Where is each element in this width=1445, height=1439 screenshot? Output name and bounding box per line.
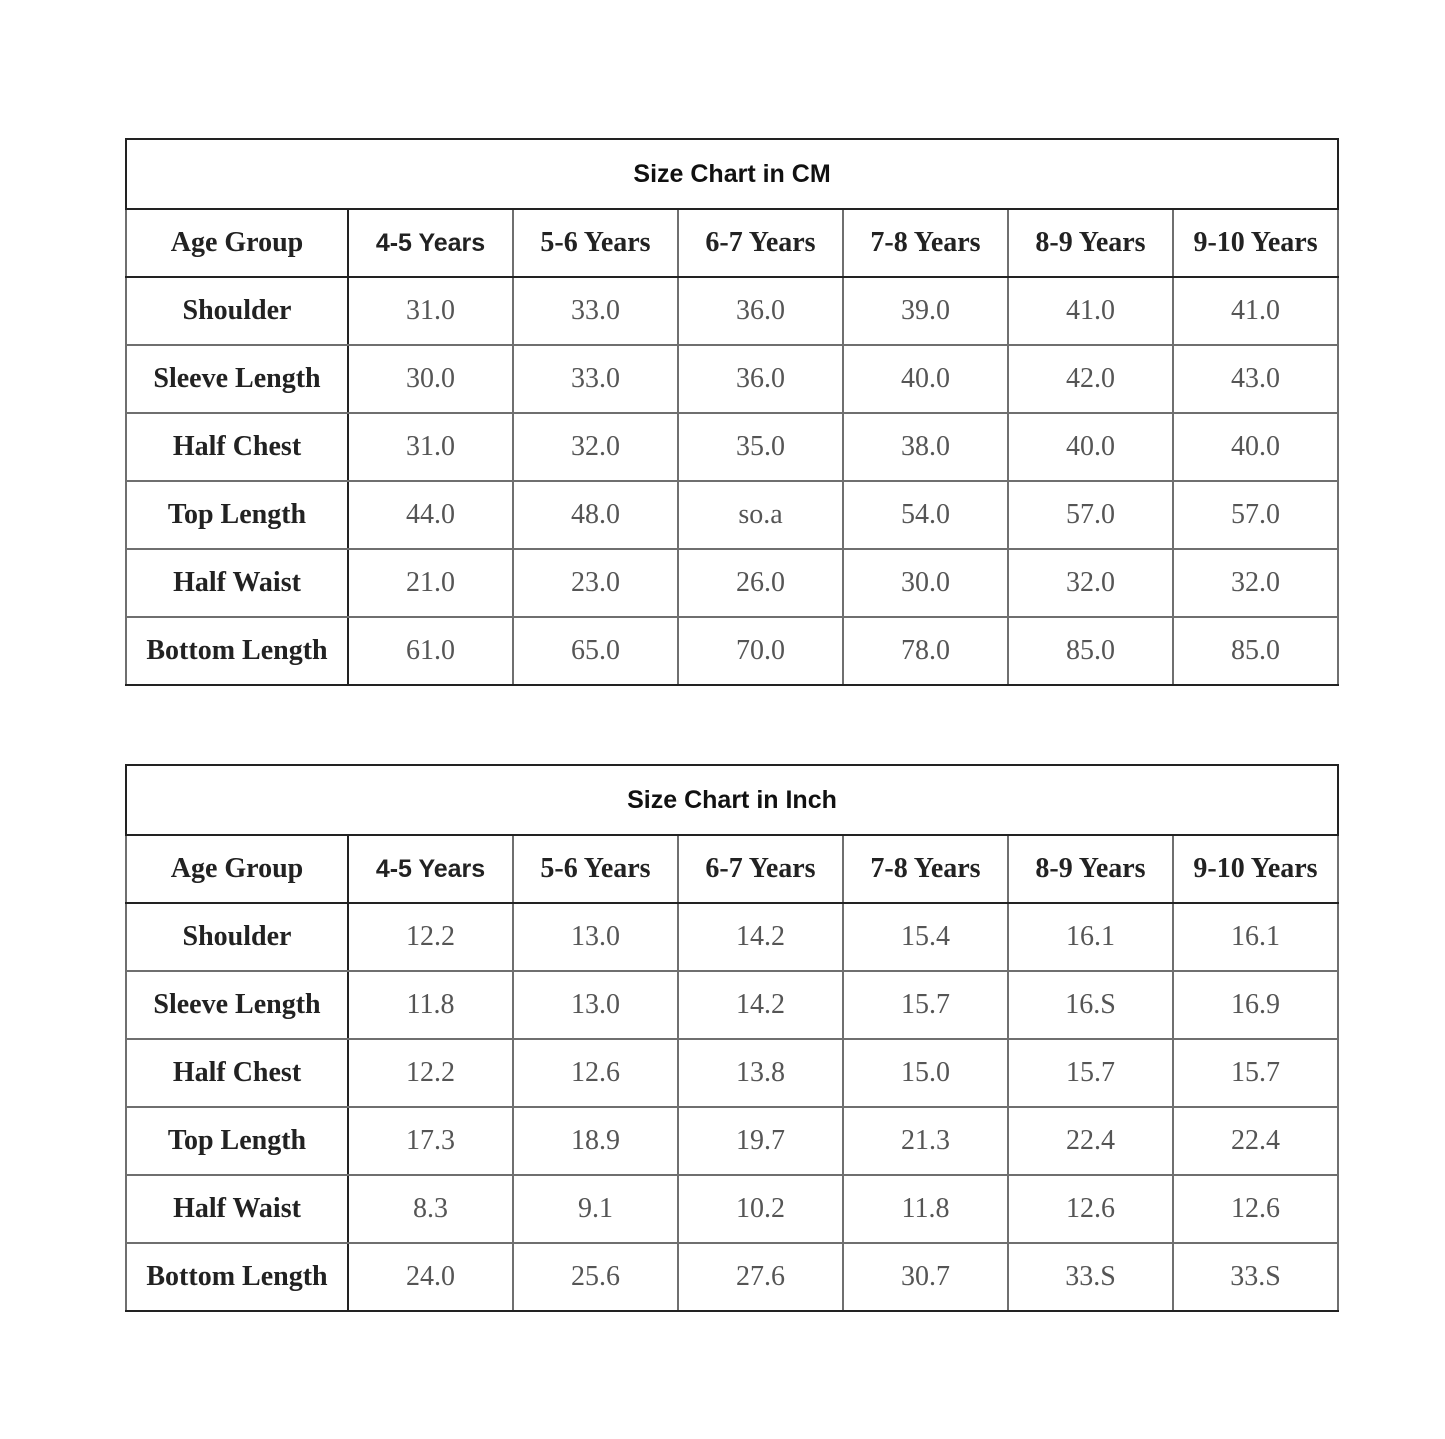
table-cell: 33.S (1173, 1243, 1338, 1311)
table-row (126, 1039, 1338, 1107)
table-cell: 25.6 (513, 1243, 678, 1311)
table-cell: 36.0 (678, 345, 843, 413)
table-cell: 23.0 (513, 549, 678, 617)
table-row (126, 1243, 1338, 1311)
table-cell: 31.0 (348, 277, 513, 345)
table-title: Size Chart in CM (126, 139, 1338, 209)
table-row (126, 971, 1338, 1039)
table-cell: 15.4 (843, 903, 1008, 971)
table-row (126, 345, 1338, 413)
table-cell: 26.0 (678, 549, 843, 617)
table-cell: 36.0 (678, 277, 843, 345)
table-cell: 40.0 (1008, 413, 1173, 481)
table-cell: 15.7 (1008, 1039, 1173, 1107)
age-column-header: 4-5 Years (348, 209, 513, 277)
table-cell: 70.0 (678, 617, 843, 685)
measurement-label: Top Length (126, 1107, 348, 1175)
table-cell: 21.0 (348, 549, 513, 617)
table-cell: 78.0 (843, 617, 1008, 685)
table-cell: 65.0 (513, 617, 678, 685)
age-column-header: 7-8 Years (843, 835, 1008, 903)
table-cell: 40.0 (843, 345, 1008, 413)
age-column-header: 5-6 Years (513, 835, 678, 903)
table-row (126, 617, 1338, 685)
size-chart-inch-table (125, 764, 1339, 1312)
age-group-header: Age Group (126, 209, 348, 277)
table-cell: 43.0 (1173, 345, 1338, 413)
table-cell: 33.0 (513, 277, 678, 345)
table-cell: 12.2 (348, 903, 513, 971)
header-row (126, 835, 1338, 903)
measurement-label: Half Chest (126, 1039, 348, 1107)
table-cell: 41.0 (1173, 277, 1338, 345)
table-cell: 57.0 (1173, 481, 1338, 549)
measurement-label: Sleeve Length (126, 971, 348, 1039)
age-column-header: 7-8 Years (843, 209, 1008, 277)
age-column-header: 8-9 Years (1008, 209, 1173, 277)
age-column-header: 8-9 Years (1008, 835, 1173, 903)
age-column-header: 5-6 Years (513, 209, 678, 277)
table-cell: 11.8 (843, 1175, 1008, 1243)
table-cell: 18.9 (513, 1107, 678, 1175)
table-cell: 30.7 (843, 1243, 1008, 1311)
measurement-label: Half Waist (126, 1175, 348, 1243)
measurement-label: Half Waist (126, 549, 348, 617)
table-cell: 30.0 (348, 345, 513, 413)
table-cell: 32.0 (1173, 549, 1338, 617)
table-cell: 85.0 (1173, 617, 1338, 685)
table-cell: 27.6 (678, 1243, 843, 1311)
measurement-label: Shoulder (126, 903, 348, 971)
table-cell: 15.7 (1173, 1039, 1338, 1107)
table-cell: 33.S (1008, 1243, 1173, 1311)
table-cell: 15.7 (843, 971, 1008, 1039)
header-row (126, 209, 1338, 277)
table-cell: 12.6 (1173, 1175, 1338, 1243)
table-cell: 48.0 (513, 481, 678, 549)
table-row (126, 549, 1338, 617)
table-cell: 19.7 (678, 1107, 843, 1175)
table-cell: 41.0 (1008, 277, 1173, 345)
age-column-header: 4-5 Years (348, 835, 513, 903)
table-title: Size Chart in Inch (126, 765, 1338, 835)
table-cell: 16.1 (1008, 903, 1173, 971)
table-cell: 14.2 (678, 903, 843, 971)
table-row (126, 481, 1338, 549)
table-cell: 13.8 (678, 1039, 843, 1107)
table-cell: 38.0 (843, 413, 1008, 481)
table-cell: 16.1 (1173, 903, 1338, 971)
table-cell: 11.8 (348, 971, 513, 1039)
measurement-label: Top Length (126, 481, 348, 549)
table-cell: 24.0 (348, 1243, 513, 1311)
table-cell: 32.0 (1008, 549, 1173, 617)
table-cell: 22.4 (1173, 1107, 1338, 1175)
table-cell: 17.3 (348, 1107, 513, 1175)
measurement-label: Half Chest (126, 413, 348, 481)
table-cell: 12.6 (1008, 1175, 1173, 1243)
age-column-header: 6-7 Years (678, 835, 843, 903)
measurement-label: Shoulder (126, 277, 348, 345)
table-cell: 31.0 (348, 413, 513, 481)
table-cell: 54.0 (843, 481, 1008, 549)
age-group-header: Age Group (126, 835, 348, 903)
table-cell: 14.2 (678, 971, 843, 1039)
table-row (126, 413, 1338, 481)
measurement-label: Bottom Length (126, 617, 348, 685)
table-cell: 12.6 (513, 1039, 678, 1107)
table-cell: 13.0 (513, 971, 678, 1039)
table-cell: 61.0 (348, 617, 513, 685)
table-cell: 44.0 (348, 481, 513, 549)
table-row (126, 277, 1338, 345)
table-cell: 16.9 (1173, 971, 1338, 1039)
age-column-header: 6-7 Years (678, 209, 843, 277)
table-cell: 10.2 (678, 1175, 843, 1243)
table-cell: 16.S (1008, 971, 1173, 1039)
age-column-header: 9-10 Years (1173, 209, 1338, 277)
measurement-label: Sleeve Length (126, 345, 348, 413)
table-cell: 33.0 (513, 345, 678, 413)
table-cell: so.a (678, 481, 843, 549)
table-cell: 32.0 (513, 413, 678, 481)
size-chart-cm-table (125, 138, 1339, 686)
table-cell: 8.3 (348, 1175, 513, 1243)
table-cell: 30.0 (843, 549, 1008, 617)
table-row (126, 1175, 1338, 1243)
table-cell: 12.2 (348, 1039, 513, 1107)
table-cell: 42.0 (1008, 345, 1173, 413)
table-cell: 39.0 (843, 277, 1008, 345)
table-row (126, 903, 1338, 971)
measurement-label: Bottom Length (126, 1243, 348, 1311)
table-cell: 85.0 (1008, 617, 1173, 685)
table-cell: 15.0 (843, 1039, 1008, 1107)
table-cell: 21.3 (843, 1107, 1008, 1175)
table-cell: 57.0 (1008, 481, 1173, 549)
table-cell: 40.0 (1173, 413, 1338, 481)
table-cell: 35.0 (678, 413, 843, 481)
table-cell: 13.0 (513, 903, 678, 971)
table-cell: 22.4 (1008, 1107, 1173, 1175)
table-row (126, 1107, 1338, 1175)
age-column-header: 9-10 Years (1173, 835, 1338, 903)
table-cell: 9.1 (513, 1175, 678, 1243)
